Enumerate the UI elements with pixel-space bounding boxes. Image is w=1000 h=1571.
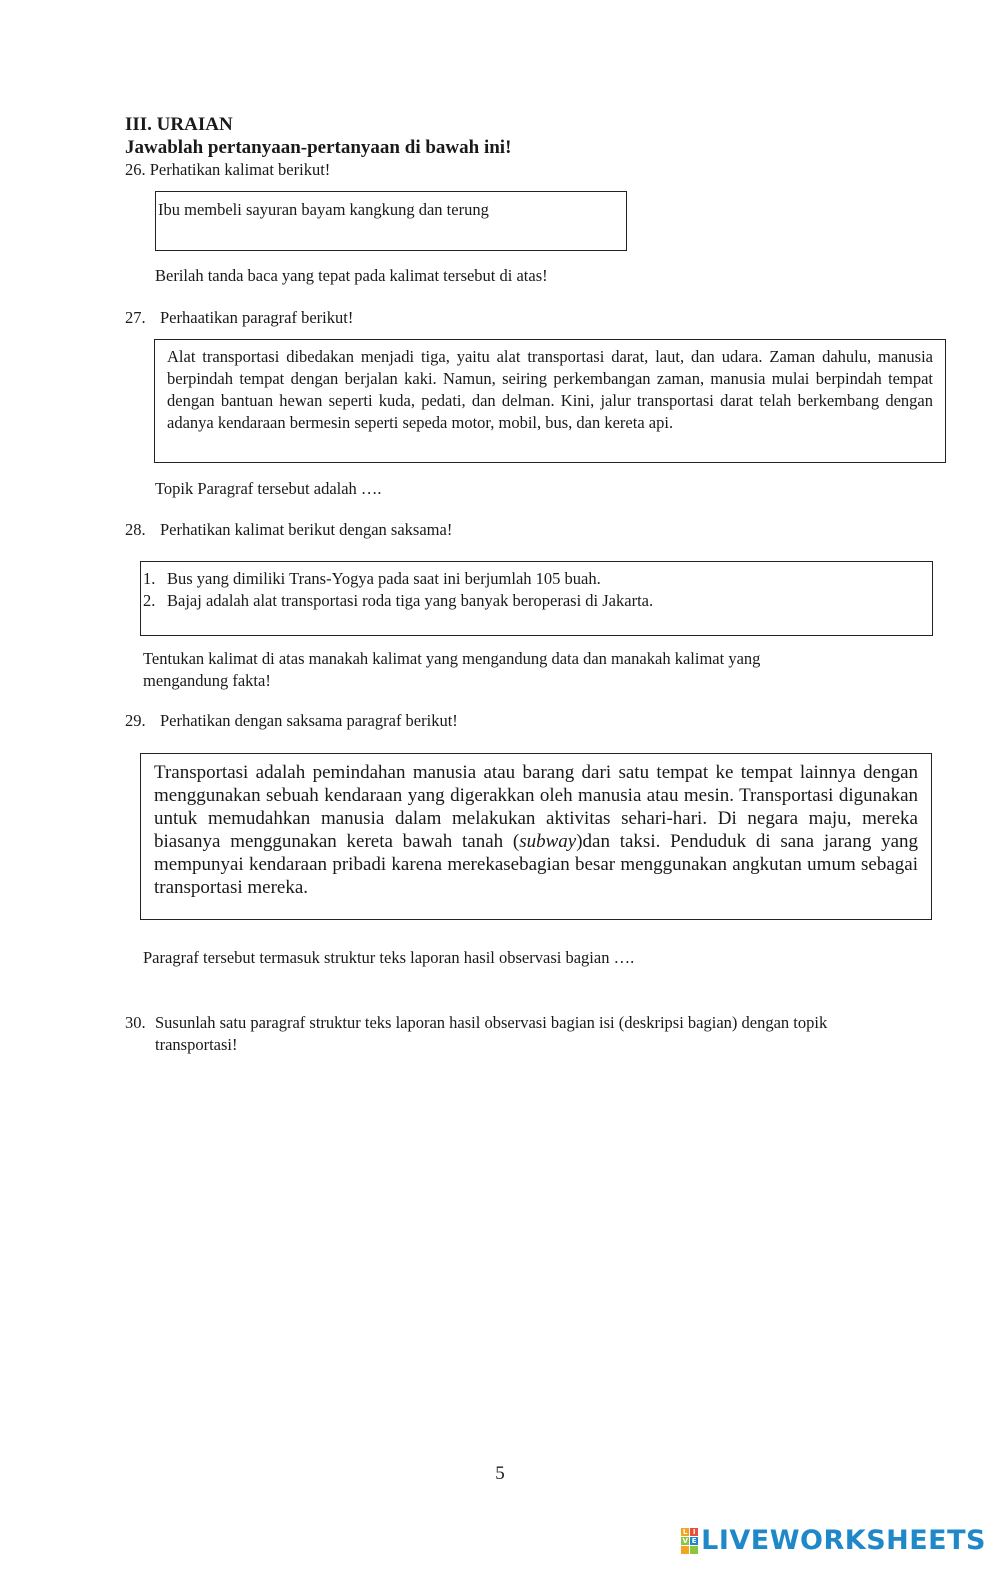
question-number: 28. xyxy=(125,520,146,539)
q26-task: Berilah tanda baca yang tepat pada kalimat tersebut di atas! xyxy=(155,266,548,285)
item-text: Bus yang dimiliki Trans-Yogya pada saat ini berjumlah 105 buah. xyxy=(167,569,601,588)
question-29 xyxy=(125,711,458,731)
question-number: 27. xyxy=(125,308,146,327)
q26-sentence: Ibu membeli sayuran bayam kangkung dan terung xyxy=(158,200,489,219)
liveworksheets-mark-icon xyxy=(681,1528,698,1554)
page-number: 5 xyxy=(495,1463,505,1484)
item-number: 1. xyxy=(143,569,156,588)
q29-task: Paragraf tersebut termasuk struktur teks laporan hasil observasi bagian …. xyxy=(143,948,635,967)
mark-cell: L xyxy=(682,1527,688,1536)
liveworksheets-logo xyxy=(681,1525,986,1556)
liveworksheets-wordmark: LIVEWORKSHEETS xyxy=(701,1525,986,1556)
question-number: 29. xyxy=(125,711,146,730)
question-26 xyxy=(125,160,330,180)
q28-task-line-2: mengandung fakta! xyxy=(143,671,271,690)
section-title: III. URAIAN xyxy=(125,114,233,135)
question-28 xyxy=(125,520,452,540)
q28-item-1 xyxy=(143,568,601,590)
mark-cell: I xyxy=(690,1528,698,1536)
question-prompt: Perhatikan kalimat berikut! xyxy=(149,160,331,179)
mark-cell xyxy=(681,1546,689,1554)
q30-prompt-line-1: Susunlah satu paragraf struktur teks laporan hasil observasi bagian isi (deskripsi bagian) dengan topik xyxy=(155,1013,828,1032)
q30-prompt-line-2: transportasi! xyxy=(155,1035,238,1054)
q29-paragraph xyxy=(154,761,918,899)
question-prompt: Perhatikan kalimat berikut dengan saksama! xyxy=(160,520,453,539)
q27-paragraph-box xyxy=(154,339,946,463)
mark-cell: V xyxy=(682,1536,688,1545)
q27-task: Topik Paragraf tersebut adalah …. xyxy=(155,479,382,498)
mark-cell: E xyxy=(691,1536,697,1545)
q29-paragraph-text-1: Transportasi adalah pemindahan manusia atau barang dari satu tempat ke tempat lainnya dengan menggunakan sebuah kendaraan yang digerakkan oleh manusia atau mesin. Transportasi digunakan untuk memudahkan manusia dalam melakukan aktivitas sehari-hari. Di negara maju, mereka biasanya menggunakan kereta bawah tanah ( xyxy=(154,762,918,852)
item-text: Bajaj adalah alat transportasi roda tiga yang banyak beroperasi di Jakarta. xyxy=(167,591,654,610)
question-prompt: Perhaatikan paragraf berikut! xyxy=(160,308,354,327)
q28-item-2 xyxy=(143,590,653,612)
question-27 xyxy=(125,308,353,328)
q27-paragraph: Alat transportasi dibedakan menjadi tiga, yaitu alat transportasi darat, laut, dan udara. Zaman dahulu, manusia berpindah tempat dengan berjalan kaki. Namun, seiring perkembangan zaman, manusia mulai berpindah tempat dengan bantuan hewan seperti kuda, pedati, dan delman. Kini, jalur transportasi darat telah berkembang dengan adanya kendaraan bermesin seperti sepeda motor, mobil, bus, dan kereta api. xyxy=(167,347,933,432)
q29-paragraph-box xyxy=(140,753,932,920)
q28-task xyxy=(143,648,760,692)
question-number: 30. xyxy=(125,1013,146,1032)
q28-task-line-1: Tentukan kalimat di atas manakah kalimat yang mengandung data dan manakah kalimat yang xyxy=(143,649,761,668)
section-instruction: Jawablah pertanyaan-pertanyaan di bawah ini! xyxy=(125,137,512,158)
item-number: 2. xyxy=(143,591,156,610)
mark-cell xyxy=(690,1546,698,1554)
q29-paragraph-text-2: )dan taksi. Penduduk di sana jarang yang mempunyai kendaraan pribadi karena merekasebagian besar menggunakan angkutan umum sebagai transportasi mereka. xyxy=(154,831,918,898)
q26-sentence-box xyxy=(155,191,627,251)
question-prompt: Perhatikan dengan saksama paragraf berikut! xyxy=(160,711,458,730)
question-30 xyxy=(125,1012,827,1056)
q29-paragraph-italic: subway xyxy=(519,831,577,852)
q28-sentences-box xyxy=(140,561,933,636)
question-number: 26. xyxy=(125,160,146,179)
